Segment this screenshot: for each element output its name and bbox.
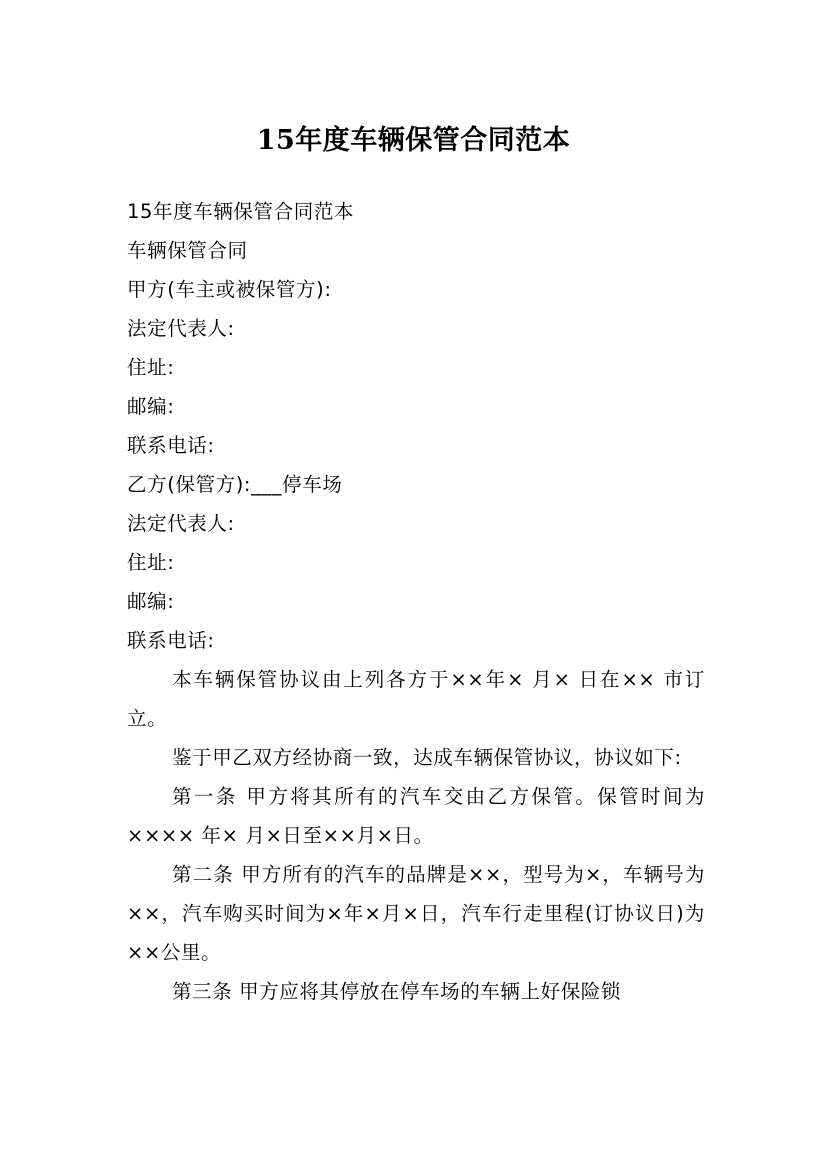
contract-name-line: 车辆保管合同 (127, 239, 248, 262)
party-a-address-line: 住址: (127, 356, 175, 379)
party-a-postcode-line: 邮编: (127, 395, 175, 418)
article-3-paragraph: 第三条 甲方应将其停放在停车场的车辆上好保险锁 (172, 980, 621, 1003)
party-b-phone-line: 联系电话: (127, 629, 215, 652)
article-1-paragraph: 第一条 甲方将其所有的汽车交由乙方保管。保管时间为×××× 年× 月×日至××月×日。 (127, 785, 705, 847)
party-b-address-line: 住址: (127, 551, 175, 574)
document-title: 15年度车辆保管合同范本 (256, 125, 571, 157)
agreement-intro-paragraph: 鉴于甲乙双方经协商一致，达成车辆保管协议，协议如下: (172, 746, 682, 769)
subtitle-line: 15年度车辆保管合同范本 (127, 200, 355, 223)
party-b-postcode-line: 邮编: (127, 590, 175, 613)
party-b-representative-line: 法定代表人: (127, 512, 235, 535)
party-a-representative-line: 法定代表人: (127, 317, 235, 340)
party-a-phone-line: 联系电话: (127, 434, 215, 457)
document-body (127, 192, 705, 1011)
party-b-line: 乙方(保管方):___停车场 (127, 473, 343, 496)
party-a-line: 甲方(车主或被保管方): (127, 278, 332, 301)
agreement-place-paragraph: 本车辆保管协议由上列各方于××年× 月× 日在×× 市订立。 (127, 668, 705, 730)
article-2-paragraph: 第二条 甲方所有的汽车的品牌是××，型号为×，车辆号为××，汽车购买时间为×年×月×日，汽车行走里程(订协议日)为××公里。 (127, 863, 705, 964)
